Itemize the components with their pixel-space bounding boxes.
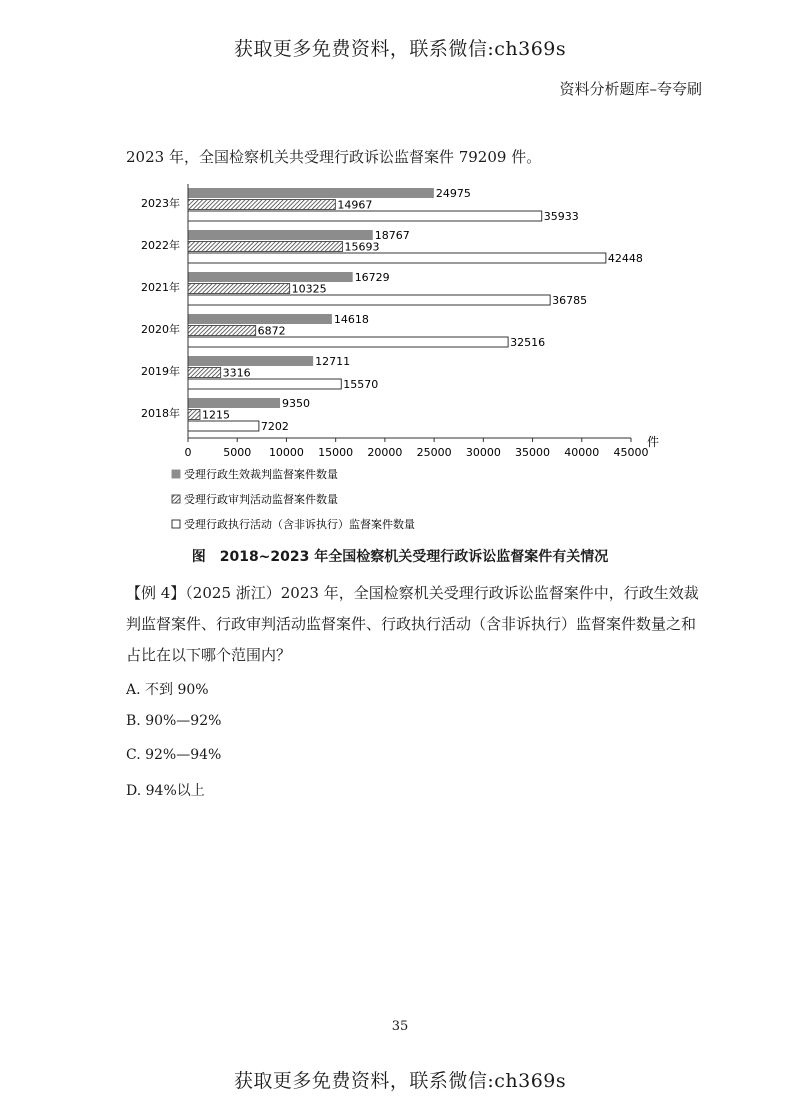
y-tick-label: 2019年 [141, 365, 180, 378]
legend-swatch [172, 470, 180, 478]
watermark-top: 获取更多免费资料，联系微信:ch369s [233, 38, 567, 60]
intro-text: 2023 年，全国检察机关共受理行政诉讼监督案件 79209 件。 [126, 148, 542, 166]
bar [188, 188, 434, 198]
bar [188, 398, 280, 408]
watermark-bottom: 获取更多免费资料，联系微信:ch369s [233, 1070, 567, 1092]
x-tick-label: 0 [184, 446, 192, 459]
bar [188, 410, 200, 420]
data-label: 24975 [435, 187, 471, 200]
x-tick-label: 20000 [367, 446, 403, 459]
page-number: 35 [391, 1019, 409, 1034]
data-label: 42448 [607, 252, 643, 265]
data-label: 15693 [344, 240, 380, 254]
x-unit-label: 件 [647, 435, 660, 449]
bar [188, 230, 373, 240]
bar-chart [120, 180, 680, 546]
bar [188, 326, 256, 336]
data-label: 7202 [260, 420, 289, 433]
y-tick-label: 2022年 [141, 239, 180, 252]
bar [188, 284, 290, 294]
option-d[interactable]: D. 94%以上 [126, 783, 205, 799]
bar [188, 211, 542, 221]
legend-swatch [172, 495, 180, 503]
page-header-title: 资料分析题库–夸夸刷 [559, 80, 702, 98]
bar [188, 368, 221, 378]
option-c[interactable]: C. 92%—94% [126, 747, 222, 763]
x-tick-label: 25000 [416, 446, 452, 459]
x-tick-label: 45000 [613, 446, 649, 459]
legend-swatch [172, 520, 180, 528]
y-tick-label: 2021年 [141, 281, 180, 294]
bar [188, 337, 508, 347]
bar [188, 253, 606, 263]
data-label: 16729 [354, 271, 390, 284]
figure-caption: 图 2018~2023 年全国检察机关受理行政诉讼监督案件有关情况 [191, 549, 609, 565]
bar [188, 314, 332, 324]
data-label: 12711 [315, 355, 351, 368]
bar [188, 242, 342, 252]
legend-label: 受理行政生效裁判监督案件数量 [184, 468, 338, 481]
data-label: 36785 [552, 294, 588, 307]
data-label: 10325 [291, 282, 327, 296]
y-tick-label: 2018年 [141, 407, 180, 420]
data-label: 9350 [282, 397, 311, 410]
data-label: 32516 [510, 336, 546, 349]
option-b[interactable]: B. 90%—92% [126, 713, 222, 729]
data-label: 14967 [337, 198, 373, 212]
x-tick-label: 15000 [318, 446, 354, 459]
bar [188, 356, 313, 366]
data-label: 15570 [343, 378, 379, 391]
x-tick-label: 10000 [268, 446, 304, 459]
bar [188, 379, 341, 389]
y-tick-label: 2023年 [141, 197, 180, 210]
x-tick-label: 35000 [515, 446, 551, 459]
data-label: 1215 [201, 408, 230, 422]
option-a[interactable]: A. 不到 90% [126, 682, 209, 698]
bar [188, 421, 259, 431]
question-text: 【例 4】（2025 浙江）2023 年，全国检察机关受理行政诉讼监督案件中，行政生效裁判监督案件、行政审判活动监督案件、行政执行活动（含非诉执行）监督案件数量之和占比在以下哪个范围内？ [126, 584, 699, 664]
bar [188, 295, 550, 305]
data-label: 35933 [543, 210, 579, 223]
data-label: 6872 [257, 324, 286, 338]
legend-label: 受理行政审判活动监督案件数量 [184, 493, 338, 506]
y-tick-label: 2020年 [141, 323, 180, 336]
x-tick-label: 30000 [465, 446, 501, 459]
bar [188, 200, 335, 210]
x-tick-label: 40000 [564, 446, 600, 459]
data-label: 3316 [222, 366, 251, 380]
data-label: 18767 [374, 229, 410, 242]
bar [188, 272, 353, 282]
legend-label: 受理行政执行活动（含非诉执行）监督案件数量 [184, 518, 415, 531]
x-tick-label: 5000 [223, 446, 252, 459]
data-label: 14618 [333, 313, 369, 326]
